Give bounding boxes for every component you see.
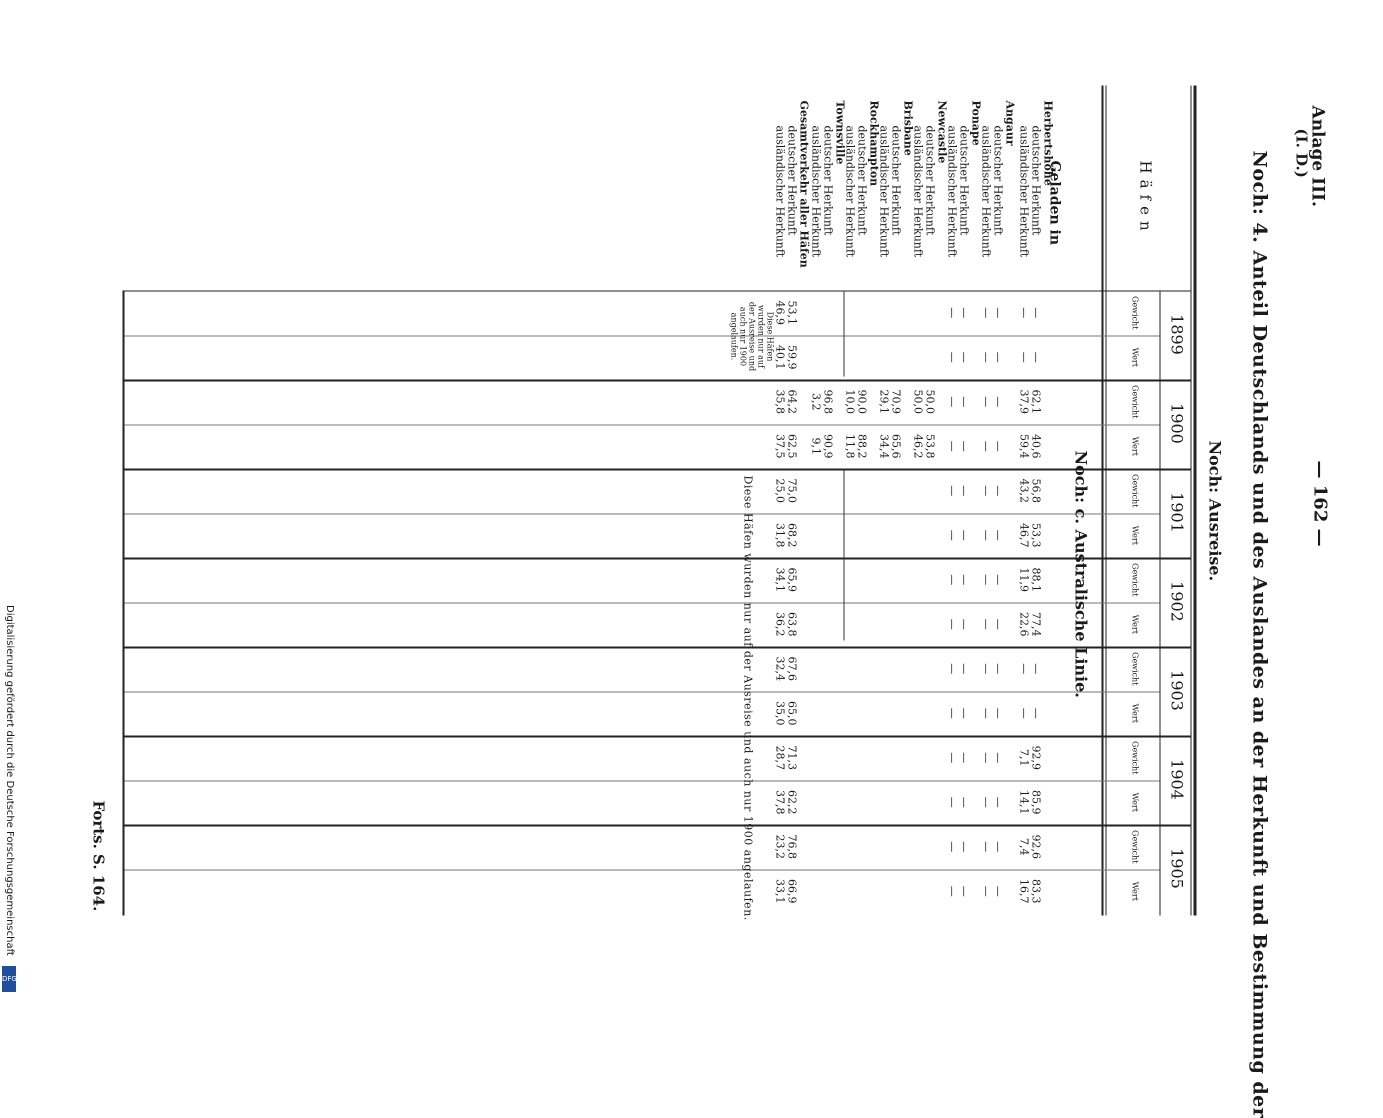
group-label: Geladen in bbox=[1047, 161, 1063, 246]
table-cell: 53,3 bbox=[1030, 513, 1043, 558]
table-cell: 65,9 bbox=[786, 558, 799, 603]
row-label-deutsch: deutscher Herkunft bbox=[822, 126, 835, 236]
table-cell: — bbox=[946, 558, 959, 603]
table-cell: 43,2 bbox=[1018, 469, 1031, 514]
table-cell: — bbox=[992, 469, 1005, 514]
table-cell: — bbox=[992, 558, 1005, 603]
brace-1901-top bbox=[844, 471, 845, 641]
table-cell: — bbox=[992, 736, 1005, 781]
subheader-wert: Wert bbox=[1131, 780, 1140, 825]
subheader-wert: Wert bbox=[1131, 513, 1140, 558]
table-cell: 88,1 bbox=[1030, 558, 1043, 603]
row-label-deutsch: deutscher Herkunft bbox=[924, 126, 937, 236]
table-cell: 77,4 bbox=[1030, 602, 1043, 647]
row-label-deutsch: deutscher Herkunft bbox=[890, 126, 903, 236]
table-cell: 85,9 bbox=[1030, 780, 1043, 825]
table-cell: — bbox=[958, 691, 971, 736]
subheader-wert: Wert bbox=[1131, 424, 1140, 469]
year-header: 1905 bbox=[1168, 825, 1187, 913]
table-cell: 90,9 bbox=[822, 424, 835, 469]
table-cell: 10,0 bbox=[844, 380, 857, 425]
table-cell: — bbox=[946, 291, 959, 336]
table-cell: 31,8 bbox=[774, 513, 787, 558]
subheader-wert: Wert bbox=[1131, 335, 1140, 380]
table-cell: — bbox=[1030, 647, 1043, 692]
table-cell: — bbox=[958, 780, 971, 825]
year-header: 1901 bbox=[1168, 469, 1187, 557]
table-cell: — bbox=[980, 691, 993, 736]
table-cell: — bbox=[980, 736, 993, 781]
table-cell: — bbox=[958, 335, 971, 380]
table-cell: 11,8 bbox=[844, 424, 857, 469]
port-name: Herbertshöhe bbox=[1042, 101, 1055, 186]
table-cell: — bbox=[946, 691, 959, 736]
brace-1899-top bbox=[844, 291, 845, 377]
row-label-deutsch: deutscher Herkunft bbox=[992, 126, 1005, 236]
header-bottom-rule-2 bbox=[1102, 86, 1104, 916]
table-cell: — bbox=[992, 691, 1005, 736]
table-cell: 46,7 bbox=[1018, 513, 1031, 558]
page-subtitle: Noch: Ausreise. bbox=[1206, 441, 1225, 582]
table-cell: — bbox=[1030, 335, 1043, 380]
row-label-auslaendisch: ausländischer Herkunft bbox=[878, 126, 891, 258]
port-name: Angaur bbox=[1004, 101, 1017, 146]
table-cell: — bbox=[1018, 691, 1031, 736]
table-cell: 37,8 bbox=[774, 780, 787, 825]
subheader-gewicht: Gewicht bbox=[1131, 736, 1140, 781]
table-cell: — bbox=[946, 647, 959, 692]
table-cell: 9,1 bbox=[810, 424, 823, 469]
dfg-logo: DFG bbox=[2, 966, 16, 992]
table-cell: — bbox=[958, 380, 971, 425]
table-cell: — bbox=[958, 513, 971, 558]
table-cell: 64,2 bbox=[786, 380, 799, 425]
table-cell: — bbox=[992, 291, 1005, 336]
year-header: 1902 bbox=[1168, 558, 1187, 646]
table-cell: — bbox=[992, 335, 1005, 380]
table-cell: 67,6 bbox=[786, 647, 799, 692]
table-cell: — bbox=[980, 291, 993, 336]
row-label-auslaendisch: ausländischer Herkunft bbox=[1018, 126, 1031, 258]
header-bottom-rule bbox=[1106, 86, 1107, 916]
row-label-auslaendisch: ausländischer Herkunft bbox=[844, 126, 857, 258]
table-cell: 46,2 bbox=[912, 424, 925, 469]
row-label-auslaendisch: ausländischer Herkunft bbox=[912, 126, 925, 258]
table-cell: — bbox=[946, 469, 959, 514]
port-name: Ponape bbox=[970, 101, 983, 146]
table-cell: 63,8 bbox=[786, 602, 799, 647]
table-cell: — bbox=[946, 825, 959, 870]
table-cell: 29,1 bbox=[878, 380, 891, 425]
table-cell: 59,9 bbox=[786, 335, 799, 380]
column-header-haefen: Häfen bbox=[1137, 161, 1155, 237]
table-cell: — bbox=[946, 424, 959, 469]
table-cell: — bbox=[980, 424, 993, 469]
table-cell: 46,9 bbox=[774, 291, 787, 336]
table-cell: 65,0 bbox=[786, 691, 799, 736]
year-header: 1900 bbox=[1168, 380, 1187, 468]
table-cell: — bbox=[958, 424, 971, 469]
table-cell: 65,6 bbox=[890, 424, 903, 469]
table-cell: — bbox=[946, 602, 959, 647]
table-cell: — bbox=[980, 513, 993, 558]
table-cell: 92,6 bbox=[1030, 825, 1043, 870]
port-name: Gesamtverkehr aller Häfen bbox=[798, 101, 811, 268]
table-cell: 14,1 bbox=[1018, 780, 1031, 825]
subheader-gewicht: Gewicht bbox=[1131, 469, 1140, 514]
page-title: Noch: 4. Anteil Deutschlands und des Auslandes an der Herkunft und Bestimmung der bbox=[1249, 151, 1271, 1118]
table-cell: — bbox=[1030, 691, 1043, 736]
table-cell: — bbox=[946, 736, 959, 781]
table-cell: 35,8 bbox=[774, 380, 787, 425]
table-cell: 96,8 bbox=[822, 380, 835, 425]
subheader-gewicht: Gewicht bbox=[1131, 558, 1140, 603]
table-cell: 35,0 bbox=[774, 691, 787, 736]
table-cell: 16,7 bbox=[1018, 869, 1031, 914]
table-cell: — bbox=[958, 825, 971, 870]
table-cell: 83,3 bbox=[1030, 869, 1043, 914]
table-cell: — bbox=[992, 513, 1005, 558]
table-cell: — bbox=[946, 513, 959, 558]
table-cell: 53,8 bbox=[924, 424, 937, 469]
table-cell: — bbox=[958, 647, 971, 692]
table-cell: — bbox=[992, 647, 1005, 692]
table-top-rule bbox=[1194, 86, 1197, 916]
table-cell: — bbox=[958, 558, 971, 603]
table-cell: 22,6 bbox=[1018, 602, 1031, 647]
note-1901-1905: Diese Häfen wurden nur auf der Ausreise und auch nur 1900 angelaufen. bbox=[742, 476, 755, 921]
page-number: — 162 — bbox=[1310, 461, 1331, 547]
table-cell: 36,2 bbox=[774, 602, 787, 647]
subheader-wert: Wert bbox=[1131, 869, 1140, 914]
table-cell: — bbox=[980, 380, 993, 425]
subheader-gewicht: Gewicht bbox=[1131, 825, 1140, 870]
table-cell: — bbox=[1018, 335, 1031, 380]
table-cell: 62,5 bbox=[786, 424, 799, 469]
table-cell: — bbox=[980, 558, 993, 603]
subheader-gewicht: Gewicht bbox=[1131, 291, 1140, 336]
table-cell: 40,6 bbox=[1030, 424, 1043, 469]
table-cell: 40,1 bbox=[774, 335, 787, 380]
table-top-rule-thin bbox=[1191, 86, 1192, 916]
table-cell: 25,0 bbox=[774, 469, 787, 514]
section-heading: Noch: c. Australische Linie. bbox=[1072, 451, 1091, 698]
table-cell: 59,4 bbox=[1018, 424, 1031, 469]
annex-sub-label: (I. D.) bbox=[1293, 129, 1311, 178]
table-cell: 37,5 bbox=[774, 424, 787, 469]
table-cell: 71,3 bbox=[786, 736, 799, 781]
table-cell: — bbox=[980, 469, 993, 514]
row-label-deutsch: deutscher Herkunft bbox=[1030, 126, 1043, 236]
subheader-gewicht: Gewicht bbox=[1131, 380, 1140, 425]
table-cell: 68,2 bbox=[786, 513, 799, 558]
table-cell: — bbox=[958, 736, 971, 781]
annex-label: Anlage III. bbox=[1308, 106, 1328, 207]
table-cell: 53,1 bbox=[786, 291, 799, 336]
table-cell: 7,4 bbox=[1018, 825, 1031, 870]
table-cell: — bbox=[992, 602, 1005, 647]
digitization-text: Digitalisierung gefördert durch die Deutsche Forschungsgemeinschaft bbox=[2, 605, 16, 995]
table-cell: 23,2 bbox=[774, 825, 787, 870]
subheader-wert: Wert bbox=[1131, 691, 1140, 736]
continued-note: Forts. S. 164. bbox=[90, 801, 108, 912]
table-cell: — bbox=[946, 780, 959, 825]
table-bottom-rule bbox=[123, 291, 125, 916]
table-cell: — bbox=[946, 380, 959, 425]
table-cell: — bbox=[980, 780, 993, 825]
table-cell: 70,9 bbox=[890, 380, 903, 425]
table-cell: — bbox=[1018, 291, 1031, 336]
table-cell: — bbox=[946, 335, 959, 380]
table-cell: 50,0 bbox=[912, 380, 925, 425]
table-cell: 34,1 bbox=[774, 558, 787, 603]
port-name: Townsville bbox=[834, 101, 847, 165]
table-cell: — bbox=[980, 647, 993, 692]
year-header: 1904 bbox=[1168, 736, 1187, 824]
row-label-auslaendisch: ausländischer Herkunft bbox=[774, 126, 787, 258]
table-cell: 88,2 bbox=[856, 424, 869, 469]
table-cell: — bbox=[992, 424, 1005, 469]
table-cell: — bbox=[1018, 647, 1031, 692]
port-name: Rockhampton bbox=[868, 101, 881, 187]
table-cell: 3,2 bbox=[810, 380, 823, 425]
table-cell: — bbox=[980, 602, 993, 647]
table-cell: — bbox=[980, 869, 993, 914]
subheader-gewicht: Gewicht bbox=[1131, 647, 1140, 692]
table-cell: — bbox=[980, 825, 993, 870]
table-cell: 66,9 bbox=[786, 869, 799, 914]
port-name: Newcastle bbox=[936, 101, 949, 164]
table-cell: 76,8 bbox=[786, 825, 799, 870]
year-header-rule bbox=[1160, 291, 1161, 916]
year-header: 1899 bbox=[1168, 291, 1187, 379]
row-label-auslaendisch: ausländischer Herkunft bbox=[810, 126, 823, 258]
table-cell: 62,2 bbox=[786, 780, 799, 825]
row-label-deutsch: deutscher Herkunft bbox=[786, 126, 799, 236]
row-label-auslaendisch: ausländischer Herkunft bbox=[980, 126, 993, 258]
table-cell: 92,9 bbox=[1030, 736, 1043, 781]
port-name: Brisbane bbox=[902, 101, 915, 156]
table-cell: 28,7 bbox=[774, 736, 787, 781]
table-cell: — bbox=[992, 780, 1005, 825]
row-label-deutsch: deutscher Herkunft bbox=[856, 126, 869, 236]
table-cell: 7,1 bbox=[1018, 736, 1031, 781]
table-cell: — bbox=[958, 291, 971, 336]
table-cell: — bbox=[980, 335, 993, 380]
table-cell: 34,4 bbox=[878, 424, 891, 469]
table-cell: 90,0 bbox=[856, 380, 869, 425]
table-cell: 37,9 bbox=[1018, 380, 1031, 425]
table-cell: — bbox=[958, 602, 971, 647]
table-cell: — bbox=[992, 825, 1005, 870]
note-1899: Diese Häfen wurden nur auf der Ausreise und auch nur 1900 angelaufen. bbox=[730, 301, 775, 373]
table-cell: 50,0 bbox=[924, 380, 937, 425]
table-cell: — bbox=[946, 869, 959, 914]
rotated-document bbox=[0, 1, 1383, 1001]
year-header: 1903 bbox=[1168, 647, 1187, 735]
digitization-footer bbox=[2, 605, 16, 995]
table-cell: 62,1 bbox=[1030, 380, 1043, 425]
row-label-auslaendisch: ausländischer Herkunft bbox=[946, 126, 959, 258]
table-cell: — bbox=[992, 380, 1005, 425]
table-cell: — bbox=[958, 469, 971, 514]
subheader-wert: Wert bbox=[1131, 602, 1140, 647]
table-cell: 32,4 bbox=[774, 647, 787, 692]
table-cell: — bbox=[958, 869, 971, 914]
table-cell: 75,0 bbox=[786, 469, 799, 514]
table-cell: — bbox=[992, 869, 1005, 914]
table-cell: 56,8 bbox=[1030, 469, 1043, 514]
table-cell: 33,1 bbox=[774, 869, 787, 914]
table-cell: 11,9 bbox=[1018, 558, 1031, 603]
row-label-deutsch: deutscher Herkunft bbox=[958, 126, 971, 236]
table-cell: — bbox=[1030, 291, 1043, 336]
